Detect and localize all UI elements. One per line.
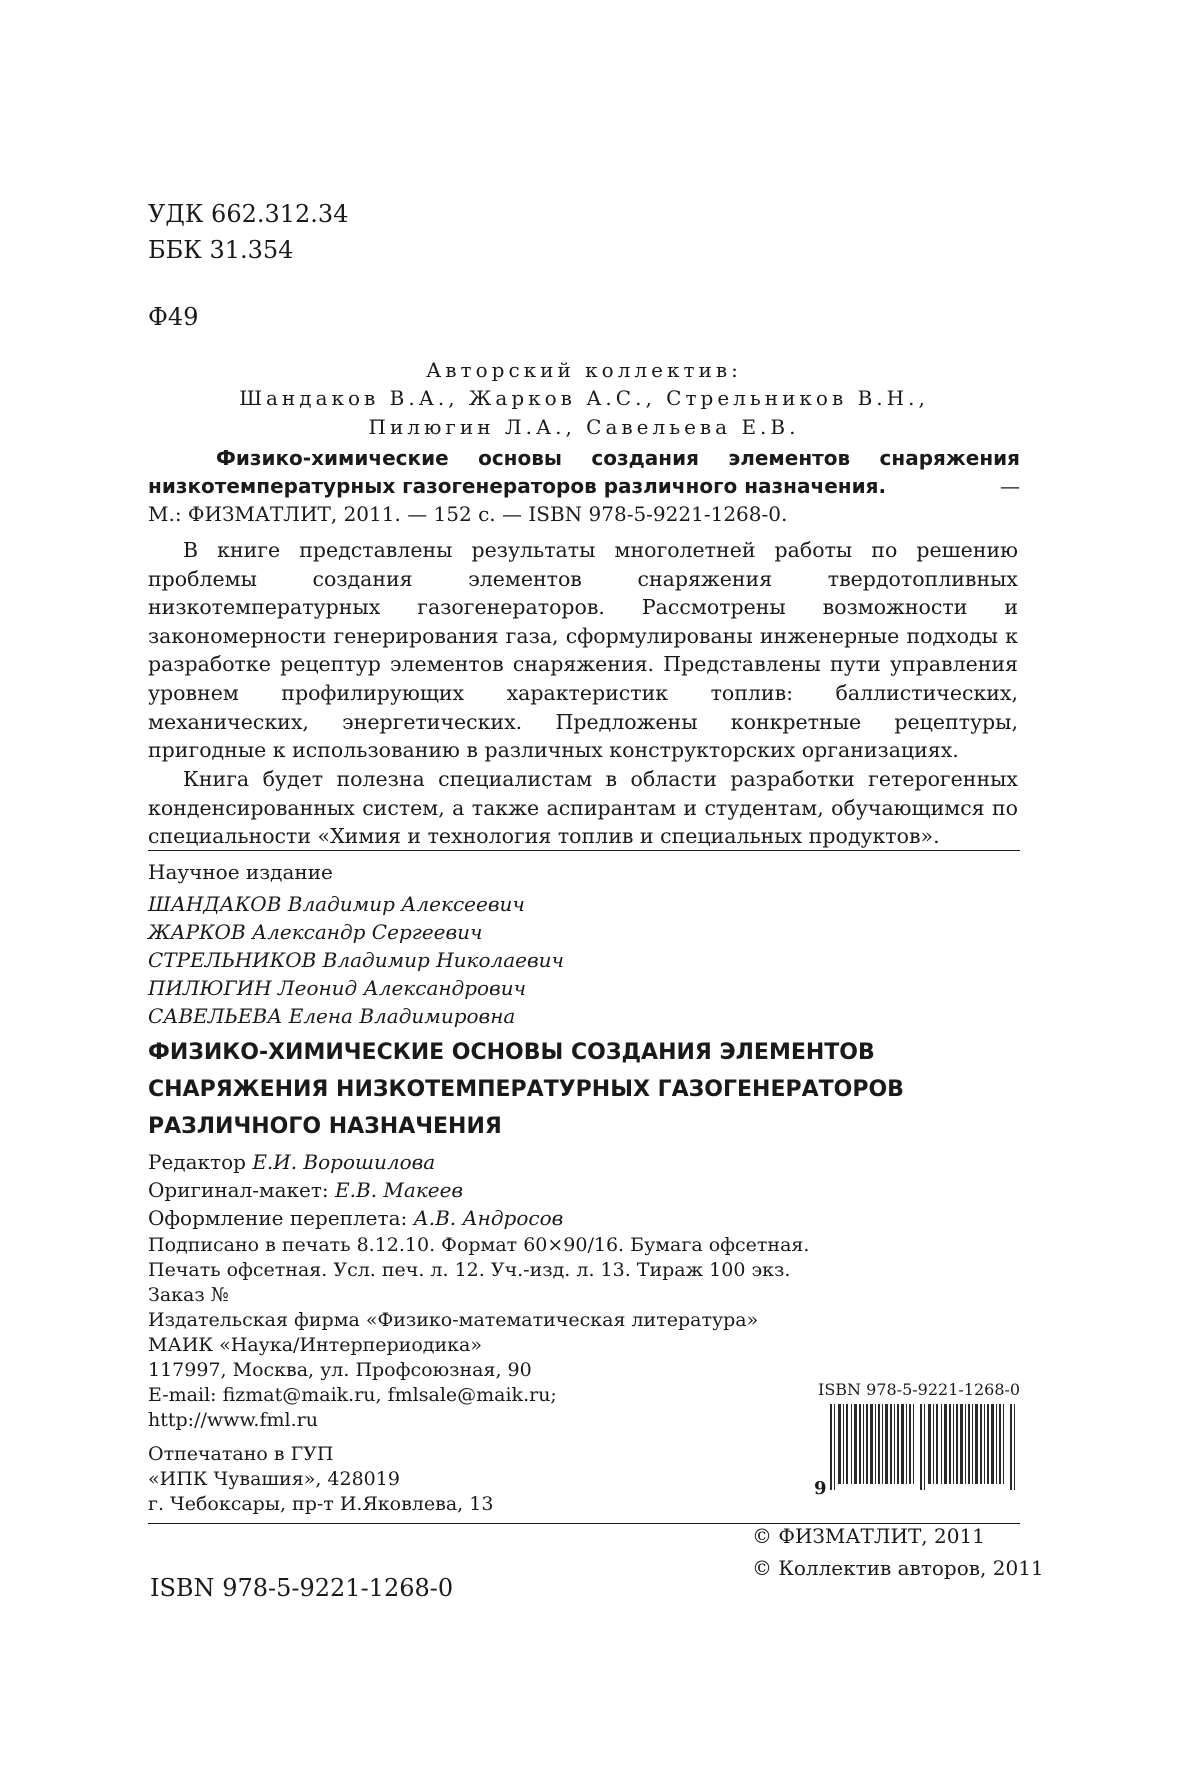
publisher-line-1: Издательская фирма «Физико-математическая литература» (148, 1309, 759, 1331)
abstract-text-2: Книга будет полезна специалистам в области разработки гетерогенных конденсированных систем, а также аспирантам и студентам, обучающимся по специальности «Химия и технология топлив и специальных продуктов». (148, 767, 1018, 849)
layout-name: Е.В. Макеев (335, 1178, 464, 1202)
abstract-paragraph-2 (148, 765, 1018, 851)
abstract-paragraph-1 (148, 536, 1018, 765)
copyright-authors: © Коллектив авторов, 2011 (752, 1556, 1044, 1580)
imprint-author-4: ПИЛЮГИН Леонид Александрович (148, 976, 527, 1000)
printer-line-2: «ИПК Чувашия», 428019 (148, 1468, 400, 1490)
editor-label: Редактор (148, 1150, 246, 1174)
barcode-isbn-label: ISBN 978-5-9221-1268-0 (818, 1380, 1021, 1399)
authors-line-1: Шандаков В.А., Жарков А.С., Стрельников В.Н., (239, 386, 929, 410)
print-details-1: Подписано в печать 8.12.10. Формат 60×90/16. Бумага офсетная. (148, 1234, 810, 1256)
barcode-bars (828, 1402, 1020, 1492)
copyright-publisher: © ФИЗМАТЛИТ, 2011 (752, 1524, 985, 1548)
imprint-author-5: САВЕЛЬЕВА Елена Владимировна (148, 1004, 516, 1028)
imprint-title-line-1: ФИЗИКО-ХИМИЧЕСКИЕ ОСНОВЫ СОЗДАНИЯ ЭЛЕМЕНТОВ (148, 1040, 875, 1065)
divider-top (148, 850, 1020, 851)
imprint-title-line-2: СНАРЯЖЕНИЯ НИЗКОТЕМПЕРАТУРНЫХ ГАЗОГЕНЕРАТОРОВ (148, 1077, 904, 1102)
publisher-email[interactable]: E-mail: fizmat@maik.ru, fmlsale@maik.ru; (148, 1384, 557, 1406)
imprint-title-line-3: РАЗЛИЧНОГО НАЗНАЧЕНИЯ (148, 1114, 502, 1139)
cover-name: А.В. Андросов (413, 1206, 564, 1230)
imprint-author-2: ЖАРКОВ Александр Сергеевич (148, 920, 483, 944)
barcode-digit: 9 (814, 1478, 827, 1499)
citation-title-line-2: низкотемпературных газогенераторов различного назначения. (148, 474, 887, 498)
order-number: Заказ № (148, 1284, 229, 1306)
printer-line-1: Отпечатано в ГУП (148, 1443, 334, 1465)
bbk-code: ББК 31.354 (148, 236, 294, 264)
layout-label: Оригинал-макет: (148, 1178, 329, 1202)
imprint-author-1: ШАНДАКОВ Владимир Алексеевич (148, 892, 525, 916)
authors-heading: Авторский коллектив: (426, 358, 742, 382)
author-mark: Ф49 (148, 303, 199, 331)
cover-label: Оформление переплета: (148, 1206, 408, 1230)
udk-code: УДК 662.312.34 (148, 200, 349, 228)
edition-type: Научное издание (148, 860, 333, 884)
imprint-author-3: СТРЕЛЬНИКОВ Владимир Николаевич (148, 948, 564, 972)
citation-publication: М.: ФИЗМАТЛИТ, 2011. — 152 с. — ISBN 978-5-9221-1268-0. (148, 502, 788, 526)
publisher-line-2: МАИК «Наука/Интерпериодика» (148, 1334, 482, 1356)
publisher-address: 117997, Москва, ул. Профсоюзная, 90 (148, 1359, 532, 1381)
isbn-barcode (828, 1402, 1020, 1492)
print-details-2: Печать офсетная. Усл. печ. л. 12. Уч.-изд. л. 13. Тираж 100 экз. (148, 1259, 791, 1281)
citation-dash: — (1000, 474, 1020, 498)
printer-line-3: г. Чебоксары, пр-т И.Яковлева, 13 (148, 1493, 494, 1515)
footer-isbn: ISBN 978-5-9221-1268-0 (150, 1574, 454, 1602)
citation-title-line-1: Физико-химические основы создания элементов снаряжения (216, 446, 1020, 470)
cover-line (148, 1206, 563, 1230)
abstract-text-1: В книге представлены результаты многолетней работы по решению проблемы создания элементов снаряжения твердотопливных низкотемпературных газогенераторов. Рассмотрены возможности и закономерности генерирования газа, сформулированы инженерные подходы к разработке рецептур элементов снаряжения. Представлены пути управления уровнем профилирующих характеристик топлив: баллистических, механических, энергетических. Предложены конкретные рецептуры, пригодные к использованию в различных конструкторских организациях. (148, 538, 1018, 763)
citation-line-2 (148, 474, 1020, 498)
authors-line-2: Пилюгин Л.А., Савельева Е.В. (368, 415, 800, 439)
editor-name: Е.И. Ворошилова (252, 1150, 436, 1174)
layout-line (148, 1178, 463, 1202)
editor-line (148, 1150, 435, 1174)
publisher-url[interactable]: http://www.fml.ru (148, 1409, 318, 1431)
